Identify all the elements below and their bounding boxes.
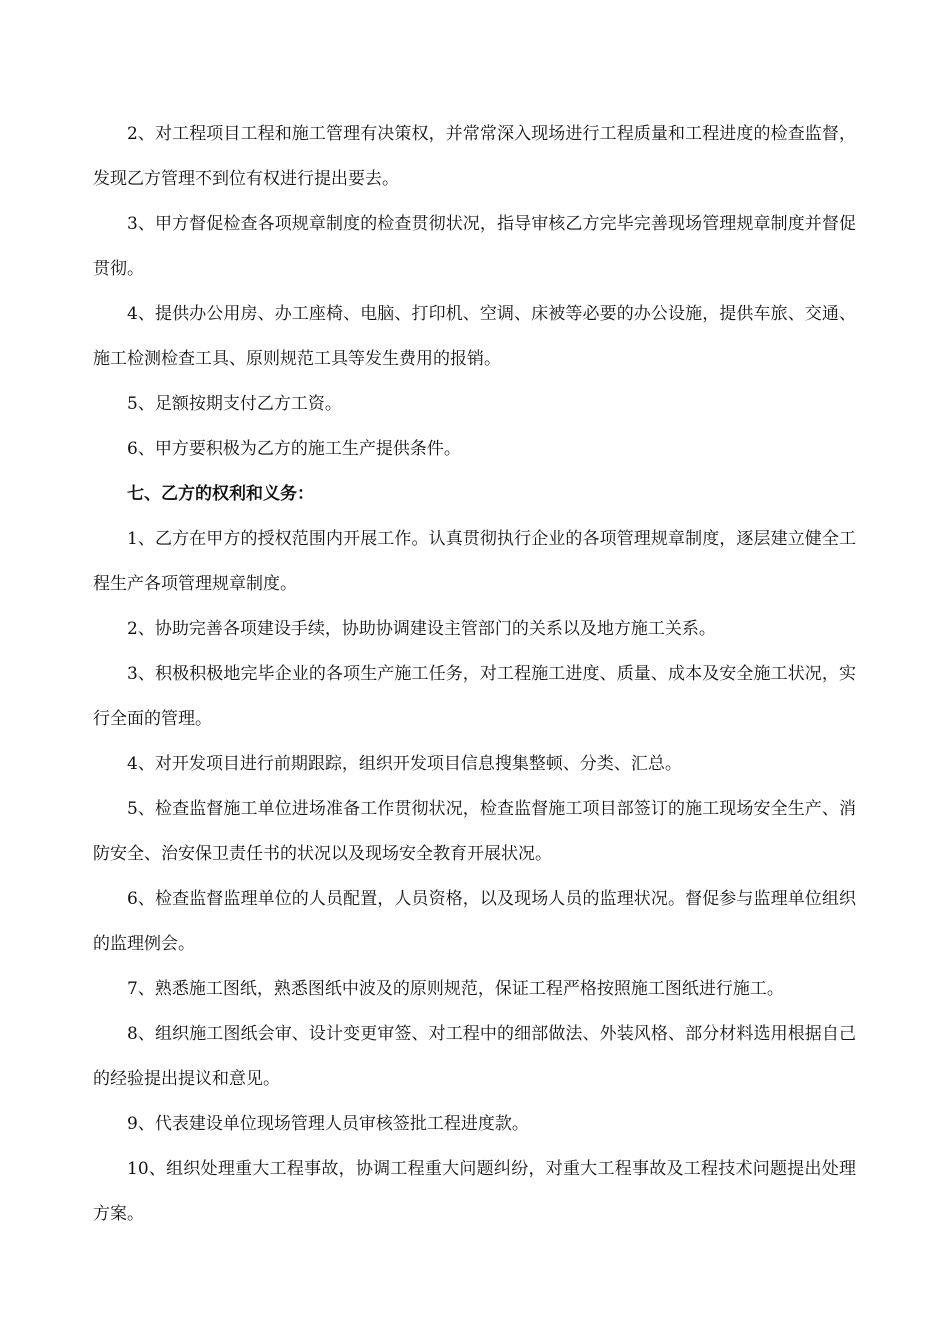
paragraph-b10: 10、组织处理重大工程事故，协调工程重大问题纠纷，对重大工程事故及工程技术问题提出处理方案。 xyxy=(93,1159,856,1224)
paragraph-b7: 7、熟悉施工图纸，熟悉图纸中波及的原则规范，保证工程严格按照施工图纸进行施工。 xyxy=(127,979,784,999)
paragraph-b4: 4、对开发项目进行前期跟踪，组织开发项目信息搜集整顿、分类、汇总。 xyxy=(127,754,682,774)
paragraph-b6: 6、检查监督监理单位的人员配置，人员资格，以及现场人员的监理状况。督促参与监理单位组织的监理例会。 xyxy=(93,889,856,954)
paragraph-a3: 3、甲方督促检查各项规章制度的检查贯彻状况，指导审核乙方完毕完善现场管理规章制度并督促贯彻。 xyxy=(93,214,856,279)
section-heading-7: 七、乙方的权利和义务： xyxy=(127,484,314,504)
paragraph-a5: 5、足额按期支付乙方工资。 xyxy=(127,394,342,414)
paragraph-a2: 2、对工程项目工程和施工管理有决策权，并常常深入现场进行工程质量和工程进度的检查监督，发现乙方管理不到位有权进行提出要去。 xyxy=(93,124,856,189)
paragraph-a4: 4、提供办公用房、办工座椅、电脑、打印机、空调、床被等必要的办公设施，提供车旅、交通、施工检测检查工具、原则规范工具等发生费用的报销。 xyxy=(93,304,856,369)
paragraph-b5: 5、检查监督施工单位进场准备工作贯彻状况，检查监督施工项目部签订的施工现场安全生产、消防安全、治安保卫责任书的状况以及现场安全教育开展状况。 xyxy=(93,799,856,864)
paragraph-b8: 8、组织施工图纸会审、设计变更审签、对工程中的细部做法、外装风格、部分材料选用根据自己的经验提出提议和意见。 xyxy=(93,1024,856,1089)
paragraph-b1: 1、乙方在甲方的授权范围内开展工作。认真贯彻执行企业的各项管理规章制度，逐层建立健全工程生产各项管理规章制度。 xyxy=(93,529,856,594)
paragraph-b2: 2、协助完善各项建设手续，协助协调建设主管部门的关系以及地方施工关系。 xyxy=(127,619,716,639)
paragraph-b3: 3、积极积极地完毕企业的各项生产施工任务，对工程施工进度、质量、成本及安全施工状况，实行全面的管理。 xyxy=(93,664,856,729)
paragraph-b9: 9、代表建设单位现场管理人员审核签批工程进度款。 xyxy=(127,1114,529,1134)
paragraph-a6: 6、甲方要积极为乙方的施工生产提供条件。 xyxy=(127,439,461,459)
